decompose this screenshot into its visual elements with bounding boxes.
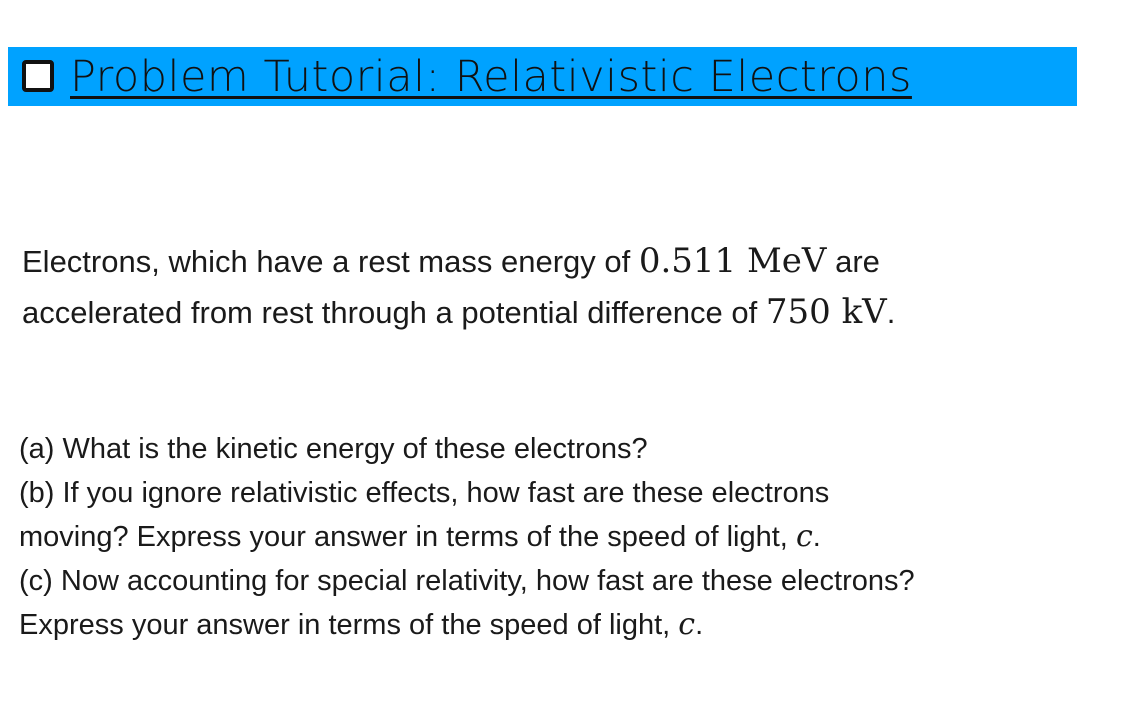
title-bar bbox=[8, 47, 1077, 106]
question-a: (a) What is the kinetic energy of these electrons? bbox=[19, 433, 648, 465]
potential-value: 750 kV bbox=[765, 292, 887, 332]
question-b-line-2 bbox=[19, 515, 1109, 559]
question-b-tail: . bbox=[812, 521, 821, 553]
rest-energy-value: 0.511 MeV bbox=[638, 241, 827, 281]
speed-of-light-var: c bbox=[795, 519, 813, 554]
question-c-line-1: (c) Now accounting for special relativity, how fast are these electrons? bbox=[19, 565, 915, 597]
question-b-text: moving? Express your answer in terms of the speed of light, bbox=[19, 521, 796, 553]
question-c-line-2 bbox=[19, 603, 1109, 647]
questions bbox=[19, 427, 1109, 647]
speed-of-light-var: c bbox=[678, 607, 696, 642]
intro-tail-2: . bbox=[886, 295, 896, 330]
intro-text-2: accelerated from rest through a potential difference of bbox=[22, 295, 766, 330]
problem-statement bbox=[22, 236, 1102, 338]
checkbox-icon[interactable] bbox=[22, 60, 54, 92]
page-title: Problem Tutorial: Relativistic Electrons bbox=[70, 52, 912, 102]
question-b-line-1: (b) If you ignore relativistic effects, how fast are these electrons bbox=[19, 477, 830, 509]
intro-line-1 bbox=[22, 236, 1102, 287]
intro-tail-1: are bbox=[826, 244, 880, 279]
intro-line-2 bbox=[22, 287, 1102, 338]
question-c-text: Express your answer in terms of the speed of light, bbox=[19, 609, 679, 641]
question-c-tail: . bbox=[695, 609, 704, 641]
intro-text-1: Electrons, which have a rest mass energy of bbox=[22, 244, 639, 279]
